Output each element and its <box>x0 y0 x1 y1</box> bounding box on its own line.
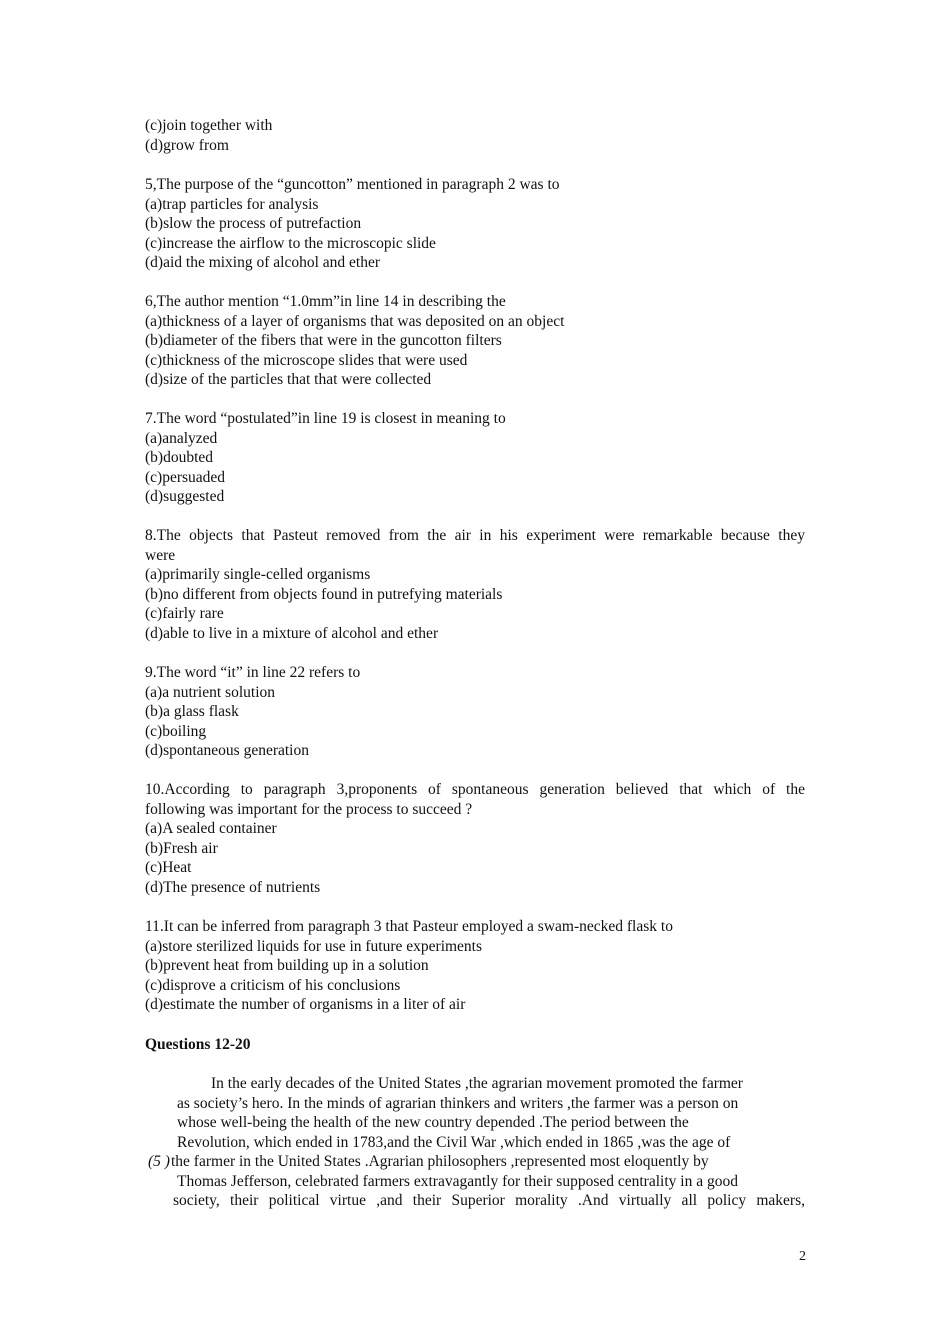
q10-option-c: (c)Heat <box>145 859 192 876</box>
passage-line-6: Thomas Jefferson, celebrated farmers extravagantly for their supposed centrality in a good <box>177 1173 738 1190</box>
q4-option-c: (c)join together with <box>145 117 273 134</box>
q5-option-c: (c)increase the airflow to the microscopic slide <box>145 235 436 252</box>
q9-option-b: (b)a glass flask <box>145 703 239 720</box>
q8-option-c: (c)fairly rare <box>145 605 224 622</box>
passage-line-4: Revolution, which ended in 1783,and the Civil War ,which ended in 1865 ,was the age of <box>177 1134 731 1151</box>
q6-option-b: (b)diameter of the fibers that were in the guncotton filters <box>145 332 502 349</box>
q11-option-b: (b)prevent heat from building up in a solution <box>145 957 429 974</box>
q5-option-d: (d)aid the mixing of alcohol and ether <box>145 254 381 271</box>
q10-stem-line2: following was important for the process to succeed ? <box>145 801 473 818</box>
q7-stem: 7.The word “postulated”in line 19 is closest in meaning to <box>145 410 506 427</box>
q10-stem-line1: 10.According to paragraph 3,proponents of spontaneous generation believed that which of the <box>145 781 805 798</box>
passage-line-number: (5 ) <box>148 1153 170 1170</box>
passage-line-2: as society’s hero. In the minds of agrarian thinkers and writers ,the farmer was a person on <box>177 1095 739 1112</box>
q7-option-a: (a)analyzed <box>145 430 218 447</box>
q6-stem: 6,The author mention “1.0mm”in line 14 in describing the <box>145 293 506 310</box>
q8-stem-line1: 8.The objects that Pasteut removed from the air in his experiment were remarkable because they <box>145 527 805 544</box>
q8-option-b: (b)no different from objects found in putrefying materials <box>145 586 503 603</box>
q7-option-d: (d)suggested <box>145 488 225 505</box>
q9-option-d: (d)spontaneous generation <box>145 742 309 759</box>
passage-line-7: society, their political virtue ,and their Superior morality .And virtually all policy makers, <box>173 1192 805 1209</box>
q9-stem: 9.The word “it” in line 22 refers to <box>145 664 361 681</box>
q7-option-b: (b)doubted <box>145 449 214 466</box>
q11-option-d: (d)estimate the number of organisms in a liter of air <box>145 996 466 1013</box>
q10-option-a: (a)A sealed container <box>145 820 277 837</box>
section-heading: Questions 12-20 <box>145 1036 251 1053</box>
q9-option-a: (a)a nutrient solution <box>145 684 275 701</box>
q10-option-d: (d)The presence of nutrients <box>145 879 321 896</box>
q11-option-c: (c)disprove a criticism of his conclusions <box>145 977 401 994</box>
passage-line-1: In the early decades of the United States ,the agrarian movement promoted the farmer <box>211 1075 743 1092</box>
q6-option-d: (d)size of the particles that that were collected <box>145 371 432 388</box>
q6-option-c: (c)thickness of the microscope slides that were used <box>145 352 468 369</box>
q11-stem: 11.It can be inferred from paragraph 3 that Pasteur employed a swam-necked flask to <box>145 918 673 935</box>
q5-option-b: (b)slow the process of putrefaction <box>145 215 362 232</box>
q11-option-a: (a)store sterilized liquids for use in future experiments <box>145 938 483 955</box>
q8-stem-line2: were <box>145 547 176 564</box>
q5-stem: 5,The purpose of the “guncotton” mentioned in paragraph 2 was to <box>145 176 560 193</box>
q4-option-d: (d)grow from <box>145 137 229 154</box>
q7-option-c: (c)persuaded <box>145 469 226 486</box>
q8-option-d: (d)able to live in a mixture of alcohol and ether <box>145 625 439 642</box>
q6-option-a: (a)thickness of a layer of organisms that was deposited on an object <box>145 313 565 330</box>
page-number: 2 <box>799 1249 806 1264</box>
passage-line-5: the farmer in the United States .Agrarian philosophers ,represented most eloquently by <box>171 1153 709 1170</box>
passage-line-3: whose well-being the health of the new country depended .The period between the <box>177 1114 689 1131</box>
q5-option-a: (a)trap particles for analysis <box>145 196 319 213</box>
q8-option-a: (a)primarily single-celled organisms <box>145 566 371 583</box>
q9-option-c: (c)boiling <box>145 723 207 740</box>
q10-option-b: (b)Fresh air <box>145 840 218 857</box>
